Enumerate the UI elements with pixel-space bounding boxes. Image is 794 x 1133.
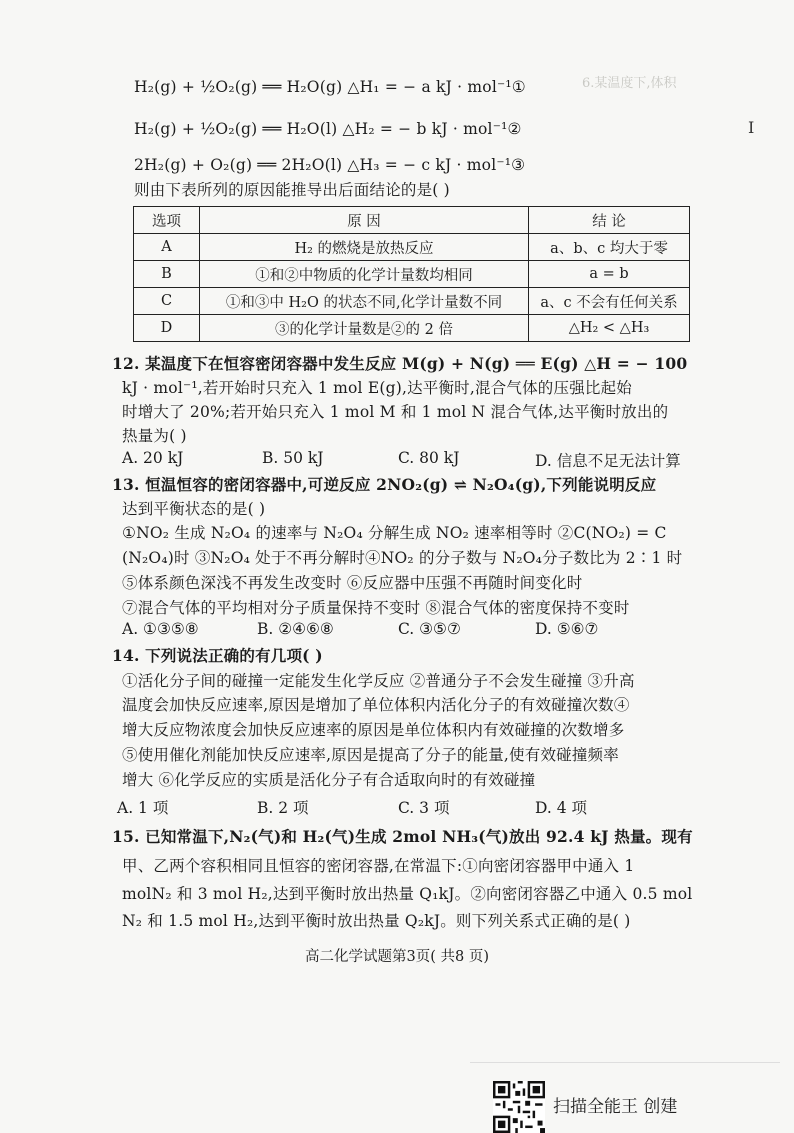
bleed-through-text: 6.某温度下,体积 [582,76,677,91]
q14-line-3: 温度会加快反应速率,原因是增加了单位体积内活化分子的有效碰撞次数④ [122,696,630,714]
table-row [134,288,690,315]
row-option: B [134,261,200,288]
row-conclusion: a = b [529,261,690,288]
q13-choice-a: A. ①③⑤⑧ [122,620,199,638]
options-table [133,206,690,342]
q12-choice-a: A. 20 kJ [122,449,184,467]
table-row [134,315,690,342]
q14-line-6: 增大 ⑥化学反应的实质是活化分子有合适取向时的有效碰撞 [122,771,536,789]
qr-code-icon [493,1081,545,1133]
q14-line-1: 14. 下列说法正确的有几项( ) [112,646,323,665]
row-reason: ③的化学计量数是②的 2 倍 [200,315,529,342]
row-option: A [134,234,200,261]
q13-line-2: 达到平衡状态的是( ) [122,500,266,518]
q13-line-4: (N₂O₄)时 ③N₂O₄ 处于不再分解时④NO₂ 的分子数与 N₂O₄分子数比为 2∶1 时 [122,549,683,567]
q15-line-3: molN₂ 和 3 mol H₂,达到平衡时放出热量 Q₁kJ。②向密闭容器乙中通入 0.5 mol [122,885,693,903]
q14-choice-c: C. 3 项 [398,799,450,817]
q14-choice-a: A. 1 项 [117,799,169,817]
equation-1: H₂(g) + ½O₂(g) ══ H₂O(g) △H₁ = − a kJ · mol⁻¹① [134,78,526,96]
table-header-row [134,207,690,234]
table-row [134,234,690,261]
q11-stem: 则由下表所列的原因能推导出后面结论的是( ) [134,181,450,199]
q15-line-1: 15. 已知常温下,N₂(气)和 H₂(气)生成 2mol NH₃(气)放出 92.4 kJ 热量。现有 [112,827,693,846]
row-conclusion: △H₂ < △H₃ [529,315,690,342]
table-row [134,261,690,288]
q13-choice-d: D. ⑤⑥⑦ [535,620,599,638]
q12-choice-b: B. 50 kJ [262,449,324,467]
equation-3: 2H₂(g) + O₂(g) ══ 2H₂O(l) △H₃ = − c kJ · mol⁻¹③ [134,156,526,174]
q14-choice-d: D. 4 项 [535,799,588,817]
header-reason: 原 因 [200,207,529,234]
q12-line-2: kJ · mol⁻¹,若开始时只充入 1 mol E(g),达平衡时,混合气体的压强比起始 [122,379,633,397]
q13-line-6: ⑦混合气体的平均相对分子质量保持不变时 ⑧混合气体的密度保持不变时 [122,599,630,617]
q13-choice-b: B. ②④⑥⑧ [257,620,334,638]
row-conclusion: a、b、c 均大于零 [529,234,690,261]
header-option: 选项 [134,207,200,234]
q12-line-1: 12. 某温度下在恒容密闭容器中发生反应 M(g) + N(g) ══ E(g) △H = − 100 [112,354,688,373]
q14-choice-b: B. 2 项 [257,799,309,817]
q13-line-1: 13. 恒温恒容的密闭容器中,可逆反应 2NO₂(g) ⇌ N₂O₄(g),下列能说明反应 [112,475,657,494]
q15-line-4: N₂ 和 1.5 mol H₂,达到平衡时放出热量 Q₂kJ。则下列关系式正确的是( ) [122,912,631,930]
row-conclusion: a、c 不会有任何关系 [529,288,690,315]
row-option: D [134,315,200,342]
row-reason: ①和③中 H₂O 的状态不同,化学计量数不同 [200,288,529,315]
q12-line-4: 热量为( ) [122,427,187,445]
q15-line-2: 甲、乙两个容积相同且恒容的密闭容器,在常温下:①向密闭容器甲中通入 1 [122,857,635,875]
q14-line-4: 增大反应物浓度会加快反应速率的原因是单位体积内有效碰撞的次数增多 [122,721,625,739]
q14-line-5: ⑤使用催化剂能加快反应速率,原因是提高了分子的能量,使有效碰撞频率 [122,746,619,764]
q14-line-2: ①活化分子间的碰撞一定能发生化学反应 ②普通分子不会发生碰撞 ③升高 [122,672,635,690]
q12-line-3: 时增大了 20%;若开始只充入 1 mol M 和 1 mol N 混合气体,达平衡时放出的 [122,403,669,421]
row-reason: H₂ 的燃烧是放热反应 [200,234,529,261]
q12-choice-d: D. 信息不足无法计算 [535,452,681,470]
row-reason: ①和②中物质的化学计量数均相同 [200,261,529,288]
page-footer: 高二化学试题第3页( 共8 页) [305,949,489,965]
scanner-watermark: 扫描全能王 创建 [553,1097,678,1117]
q13-choice-c: C. ③⑤⑦ [398,620,461,638]
header-conclusion: 结 论 [529,207,690,234]
q12-choice-c: C. 80 kJ [398,449,460,467]
q13-line-5: ⑤体系颜色深浅不再发生改变时 ⑥反应器中压强不再随时间变化时 [122,574,583,592]
margin-mark: I [748,118,755,137]
q13-line-3: ①NO₂ 生成 N₂O₄ 的速率与 N₂O₄ 分解生成 NO₂ 速率相等时 ②C(NO₂) = C [122,524,667,542]
equation-2: H₂(g) + ½O₂(g) ══ H₂O(l) △H₂ = − b kJ · mol⁻¹② [134,120,522,138]
row-option: C [134,288,200,315]
divider [470,1062,780,1063]
